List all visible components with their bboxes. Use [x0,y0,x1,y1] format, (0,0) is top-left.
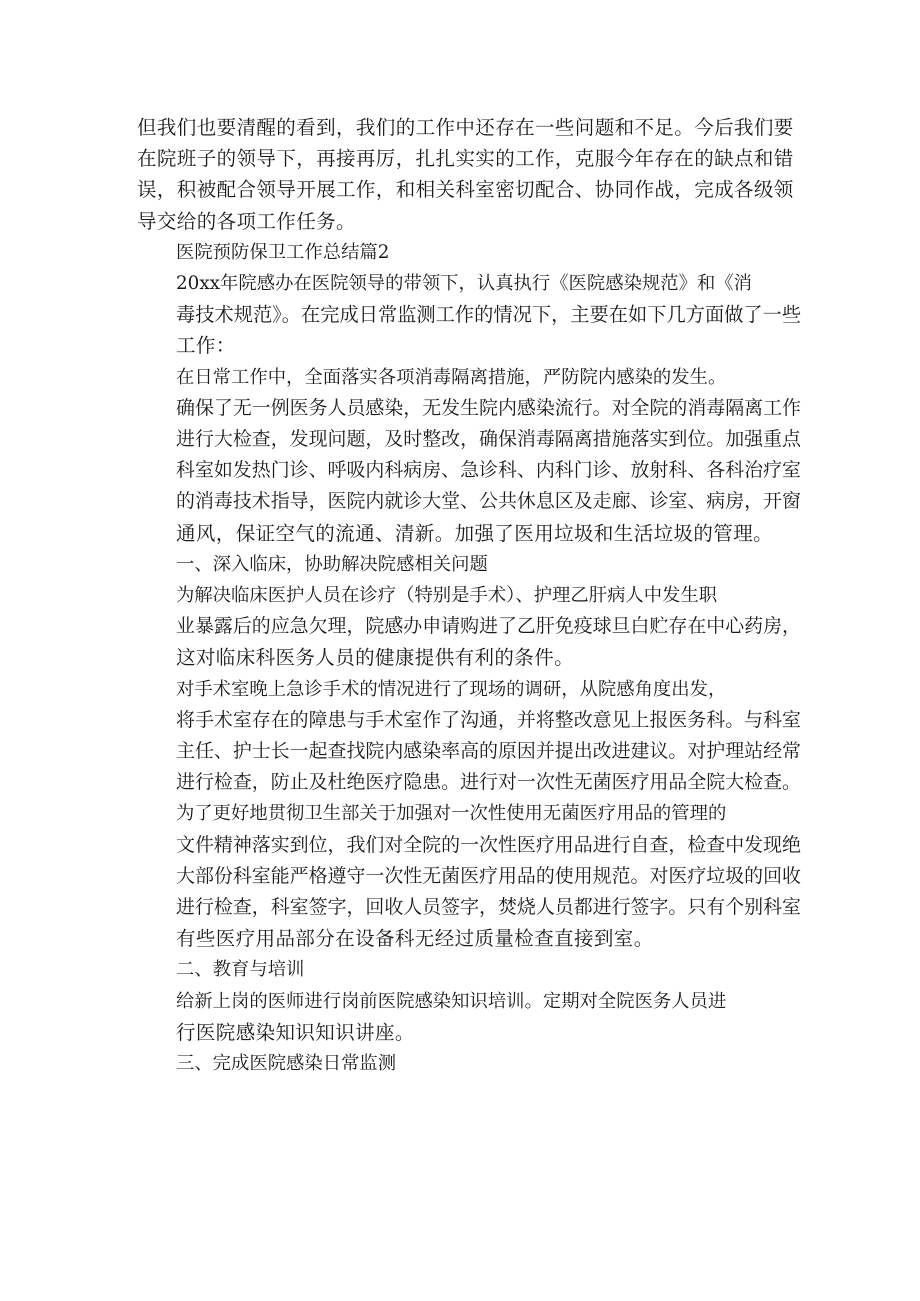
text-line: 主任、护士长一起查找院内感染率高的原因并提出改进建议。对护理站经常 [176,740,801,763]
paragraph [137,1048,801,1079]
paragraph [137,112,801,237]
paragraph [137,798,801,954]
paragraph [137,580,801,674]
text-line: 业暴露后的应急欠理，院感办申请购进了乙肝免疫球旦白贮存在中心药房， [176,615,801,638]
paragraph [137,954,801,985]
text-line: 的消毒技术指导，医院内就诊大堂、公共休息区及走廊、诊室、病房，开窗 [176,490,801,513]
text-line: 大部份科室能严格遵守一次性无菌医疗用品的使用规范。对医疗垃圾的回收 [176,864,801,887]
text-line: 一、深入临床，协助解决院感相关问题 [176,553,488,575]
paragraph [137,549,801,580]
text-line: 行医院感染知识知识讲座。 [176,1020,415,1044]
text-line: 这对临床科医务人员的健康提供有利的条件。 [176,646,575,670]
text-line: 工作： [176,334,236,358]
paragraph [137,268,801,362]
text-line: 为解决临床医护人员在诊疗（特别是手术）、护理乙肝病人中发生职 [176,585,718,607]
text-line: 对手术室晚上急诊手术的情况进行了现场的调研，从院感角度出发， [176,678,727,700]
text-line: 科室如发热门诊、呼吸内科病房、急诊科、内科门诊、放射科、各科治疗室 [176,459,801,482]
text-line: 三、完成医院感染日常监测 [176,1053,397,1075]
text-line: 二、教育与培训 [176,959,305,981]
text-line: 给新上岗的医师进行岗前医院感染知识培训。定期对全院医务人员进 [176,990,727,1012]
text-line: 在院班子的领导下，再接再厉，扎扎实实的工作，克服今年存在的缺点和错 [137,147,794,171]
text-line: 导交给的各项工作任务。 [137,209,356,233]
text-line: 进行检查，防止及杜绝医疗隐患。进行对一次性无菌医疗用品全院大检查。 [176,771,801,794]
text-line: 为了更好地贯彻卫生部关于加强对一次性使用无菌医疗用品的管理的 [176,803,727,825]
text-line: 20xx年院感办在医院领导的带领下，认真执行《医院感染规范》和《消 [176,273,752,295]
text-line: 通风，保证空气的流通、清新。加强了医用垃圾和生活垃圾的管理。 [176,521,774,545]
text-line: 误，积被配合领导开展工作，和相关科室密切配合、协同作战，完成各级领 [137,178,794,202]
paragraph [137,237,801,268]
text-line: 有些医疗用品部分在设备科无经过质量检查直接到室。 [176,927,654,951]
text-line: 在日常工作中，全面落实各项消毒隔离措施，严防院内感染的发生。 [176,366,727,388]
text-line: 确保了无一例医务人员感染，无发生院内感染流行。对全院的消毒隔离工作 [176,396,801,419]
text-line: 文件精神落实到位，我们对全院的一次性医疗用品进行自查，检查中发现绝 [176,833,801,856]
paragraph [137,986,801,1048]
document-body [137,112,801,1079]
text-line: 毒技术规范》。在完成日常监测工作的情况下，主要在如下几方面做了一些 [176,303,802,327]
text-line: 进行大检查，发现问题，及时整改，确保消毒隔离措施落实到位。加强重点 [176,428,801,451]
text-line: 进行检查，科室签字，回收人员签字，焚烧人员都进行签字。只有个别科室 [176,896,801,919]
paragraph [137,674,801,799]
text-line: 医院预防保卫工作总结篇2 [176,241,390,263]
paragraph [137,362,801,549]
text-line: 但我们也要清醒的看到，我们的工作中还存在一些问题和不足。今后我们要 [137,116,794,139]
text-line: 将手术室存在的障患与手术室作了沟通，并将整改意见上报医务科。与科室 [176,708,801,731]
